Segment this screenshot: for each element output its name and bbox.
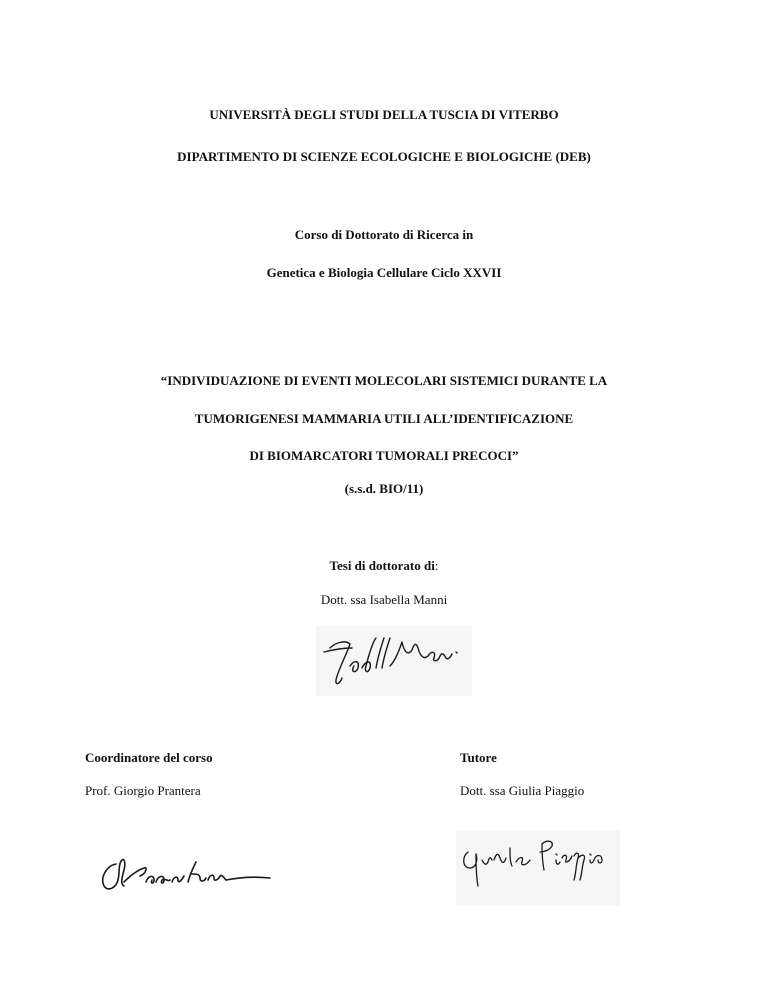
author-label: Tesi di dottorato di <box>329 558 435 573</box>
thesis-title-line-2: TUMORIGENESI MAMMARIA UTILI ALL’IDENTIFICAZIONE <box>194 411 574 426</box>
thesis-title-line-3: DI BIOMARCATORI TUMORALI PRECOCI” <box>249 448 519 463</box>
ssd-code: (s.s.d. BIO/11) <box>344 481 424 496</box>
tutor-signature <box>456 830 620 906</box>
tutor-name: Dott. ssa Giulia Piaggio <box>460 783 585 798</box>
course-line-2: Genetica e Biologia Cellulare Ciclo XXVII <box>266 265 502 280</box>
author-signature <box>316 626 472 696</box>
author-label-row <box>0 558 768 574</box>
author-label-colon: : <box>434 558 439 573</box>
tutor-signature-ink <box>456 830 620 906</box>
author-signature-ink <box>316 626 472 696</box>
tutor-label: Tutore <box>460 750 497 765</box>
coordinator-label: Coordinatore del corso <box>85 750 213 765</box>
course-line-1: Corso di Dottorato di Ricerca in <box>294 227 474 242</box>
coordinator-signature-ink <box>96 852 276 898</box>
author-name: Dott. ssa Isabella Manni <box>320 592 448 607</box>
coordinator-signature <box>96 852 276 898</box>
coordinator-name: Prof. Giorgio Prantera <box>85 783 201 798</box>
thesis-title-line-1: “INDIVIDUAZIONE DI EVENTI MOLECOLARI SISTEMICI DURANTE LA <box>160 373 608 388</box>
department-name: DIPARTIMENTO DI SCIENZE ECOLOGICHE E BIOLOGICHE (DEB) <box>177 149 591 164</box>
university-name: UNIVERSITÀ DEGLI STUDI DELLA TUSCIA DI VITERBO <box>209 107 559 122</box>
